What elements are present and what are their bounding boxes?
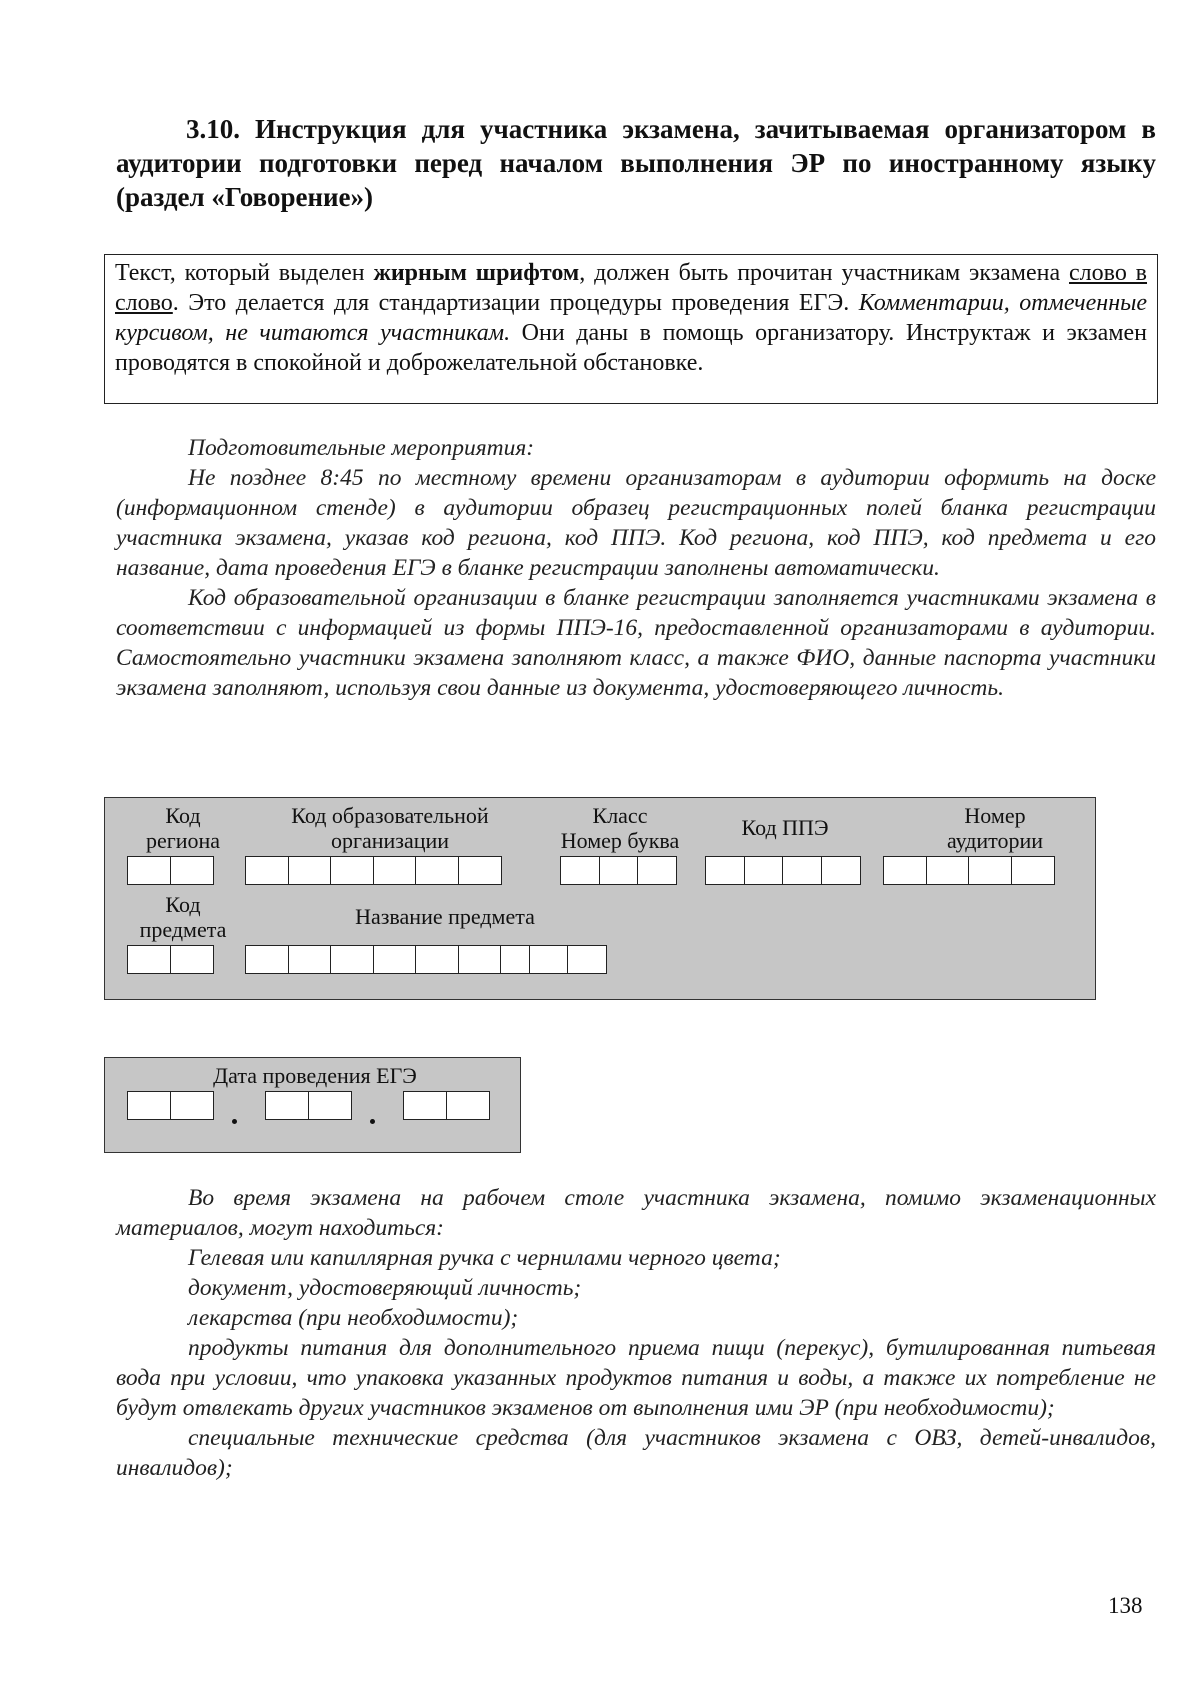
- preparation-paragraph-2: Код образовательной организации в бланке регистрации заполняется участниками экзамена в соответствии с информацией из формы ППЭ-16, предоставленной организаторами в аудитории. Самостоятельно участники экзамена заполняют класс, а также ФИО, данные паспорта участники экзамена заполняют, используя свои данные из документа, удостоверяющего личность.: [116, 585, 1156, 701]
- subject-code-label: Код предмета: [139, 892, 227, 942]
- date-month-cell: [308, 1091, 352, 1120]
- ppe-code-cell: [744, 856, 784, 885]
- notice-text-3: . Это делается для стандартизации процедуры проведения ЕГЭ.: [172, 290, 859, 316]
- class-label: Класс Номер буква: [560, 803, 680, 853]
- date-day-cell: [170, 1091, 214, 1120]
- class-cell: [637, 856, 677, 885]
- ppe-code-cell: [821, 856, 861, 885]
- org-code-cell: [330, 856, 374, 885]
- preparation-section: [116, 433, 1156, 703]
- subject-name-cell: [567, 945, 607, 974]
- subject-code-cell: [170, 945, 214, 974]
- instruction-notice-box: [104, 254, 1158, 404]
- subject-name-cell: [415, 945, 459, 974]
- date-separator-dot: [370, 1119, 375, 1124]
- subject-code-cell: [127, 945, 171, 974]
- ppe-code-boxes: [705, 856, 859, 885]
- heading-text: 3.10. Инструкция для участника экзамена, зачитываемая организатором в аудитории подготовки перед началом выполнения ЭР по иностранному языку (раздел «Говорение»): [116, 114, 1156, 212]
- notice-text-1: Текст, который выделен: [115, 260, 374, 286]
- room-number-label: Номер аудитории: [946, 803, 1044, 853]
- ppe-code-cell: [705, 856, 745, 885]
- date-separator-dot: [232, 1119, 237, 1124]
- date-day-cell: [127, 1091, 171, 1120]
- region-code-cell: [170, 856, 214, 885]
- room-number-boxes: [883, 856, 1053, 885]
- page-number: 138: [1108, 1593, 1143, 1618]
- ppe-code-cell: [782, 856, 822, 885]
- registration-fields-form: [104, 797, 1096, 1000]
- org-code-cell: [373, 856, 417, 885]
- region-code-label: Код региона: [145, 803, 221, 853]
- preparation-paragraph-1: Не позднее 8:45 по местному времени организаторам в аудитории оформить на доске (информационном стенде) в аудитории образец регистрационных полей бланка регистрации участника экзамена, указав код региона, код ППЭ. Код региона, код ППЭ, код предмета и его название, дата проведения ЕГЭ в бланке регистрации заполнены автоматически.: [116, 465, 1156, 581]
- allowed-item-medicine: лекарства (при необходимости);: [188, 1305, 519, 1331]
- room-number-cell: [883, 856, 927, 885]
- allowed-item-special-equipment: специальные технические средства (для участников экзамена с ОВЗ, детей-инвалидов, инвалидов);: [116, 1425, 1156, 1481]
- org-code-boxes: [245, 856, 500, 885]
- class-boxes: [560, 856, 676, 885]
- date-day-boxes: [127, 1091, 212, 1120]
- subject-name-cell: [330, 945, 374, 974]
- subject-name-label: Название предмета: [355, 904, 535, 929]
- region-code-cell: [127, 856, 171, 885]
- allowed-item-food-water: продукты питания для дополнительного приема пищи (перекус), бутилированная питьевая вода при условии, что упаковка указанных продуктов питания и воды, а также их потребление не будут отвлекать других участников экзаменов от выполнения ими ЭР (при необходимости);: [116, 1335, 1156, 1421]
- subject-name-boxes: [245, 945, 606, 974]
- notice-italic-text: Комментарии, отмеченные курсивом, не читаются участникам.: [115, 290, 1148, 346]
- date-month-cell: [265, 1091, 309, 1120]
- subject-name-cell: [288, 945, 332, 974]
- subject-name-cell: [529, 945, 569, 974]
- date-month-boxes: [265, 1091, 350, 1120]
- allowed-items-section: [116, 1183, 1156, 1483]
- subject-code-boxes: [127, 945, 212, 974]
- room-number-cell: [968, 856, 1012, 885]
- org-code-cell: [288, 856, 332, 885]
- room-number-cell: [926, 856, 970, 885]
- section-heading: [116, 112, 1156, 214]
- notice-underlined-text: слово в слово: [115, 260, 1148, 316]
- exam-date-form: [104, 1057, 521, 1153]
- org-code-cell: [458, 856, 502, 885]
- subject-name-cell: [373, 945, 417, 974]
- region-code-boxes: [127, 856, 212, 885]
- subject-name-cell: [500, 945, 530, 974]
- subject-name-cell: [245, 945, 289, 974]
- class-cell: [599, 856, 639, 885]
- org-code-cell: [415, 856, 459, 885]
- org-code-cell: [245, 856, 289, 885]
- allowed-items-intro: Во время экзамена на рабочем столе участника экзамена, помимо экзаменационных материалов, могут находиться:: [116, 1185, 1156, 1241]
- room-number-cell: [1011, 856, 1055, 885]
- notice-text-4: Они даны в помощь организатору. Инструктаж и экзамен проводятся в спокойной и доброжелательной обстановке.: [115, 320, 1147, 376]
- subject-name-cell: [458, 945, 502, 974]
- allowed-item-pen: Гелевая или капиллярная ручка с чернилами черного цвета;: [188, 1245, 781, 1271]
- notice-text-2: , должен быть прочитан участникам экзамена: [579, 260, 1070, 286]
- exam-date-label: Дата проведения ЕГЭ: [213, 1063, 417, 1088]
- preparation-title: Подготовительные мероприятия:: [188, 435, 535, 461]
- notice-bold-text: жирным шрифтом: [373, 260, 580, 286]
- ppe-code-label: Код ППЭ: [741, 815, 829, 840]
- class-cell: [560, 856, 600, 885]
- date-year-boxes: [403, 1091, 488, 1120]
- allowed-item-id-document: документ, удостоверяющий личность;: [188, 1275, 582, 1301]
- date-year-cell: [403, 1091, 447, 1120]
- date-year-cell: [446, 1091, 490, 1120]
- org-code-label: Код образовательной организации: [291, 803, 489, 853]
